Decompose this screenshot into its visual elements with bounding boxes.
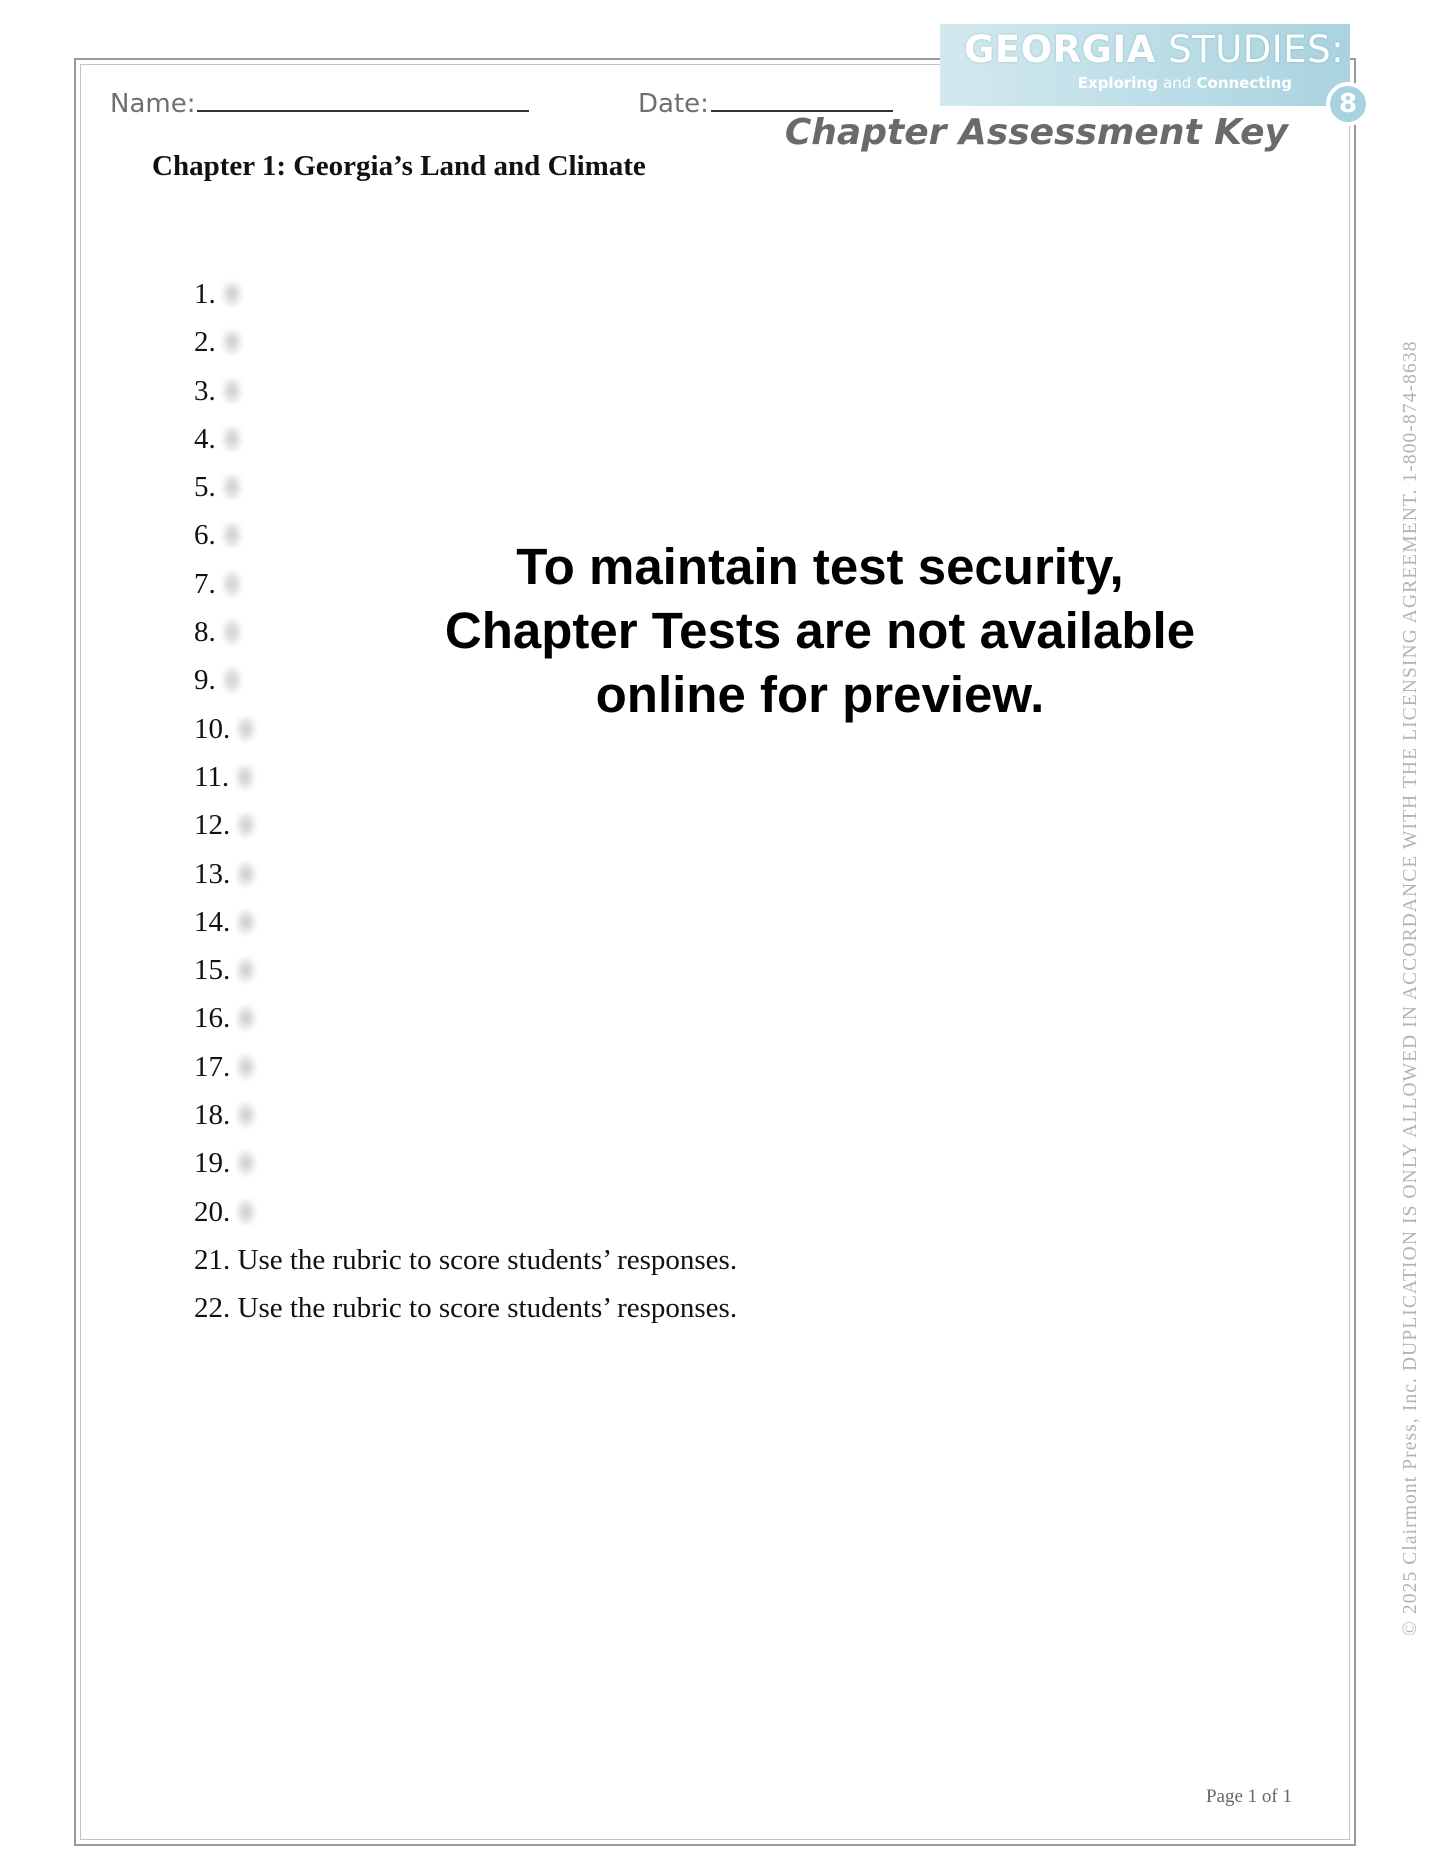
blurred-answer — [236, 1150, 256, 1176]
answer-item — [194, 375, 737, 423]
answer-item — [194, 471, 737, 519]
answer-number: 20. — [194, 1195, 231, 1228]
answer-item — [194, 1002, 737, 1050]
answer-number: 13. — [194, 857, 231, 890]
answer-number: 18. — [194, 1099, 231, 1132]
answer-item — [194, 326, 737, 374]
answer-number: 1. — [194, 278, 216, 310]
answer-item — [194, 954, 737, 1002]
copyright-side-note: © 2025 Clairmont Press, Inc. DUPLICATION IS ONLY ALLOWED IN ACCORDANCE WITH THE LICENSING AGREEMENT. 1-800-874-8638 — [1400, 340, 1421, 1636]
blurred-answer — [222, 522, 242, 548]
name-blank-line — [197, 86, 529, 112]
blurred-answer — [222, 329, 242, 355]
blurred-answer — [236, 1199, 256, 1225]
blurred-answer — [222, 474, 242, 500]
answer-number: 10. — [194, 712, 231, 745]
blurred-answer — [236, 909, 256, 935]
answer-item — [194, 809, 737, 857]
blurred-answer — [222, 619, 242, 645]
answer-number: 2. — [194, 326, 216, 359]
blurred-answer — [236, 1005, 256, 1031]
answer-number: 22. — [194, 1292, 231, 1325]
blurred-answer — [236, 1054, 256, 1080]
answer-item — [194, 1244, 737, 1292]
blurred-answer — [222, 426, 242, 452]
blurred-answer — [222, 281, 242, 307]
georgia-studies-logo — [940, 24, 1358, 119]
grade-badge: 8 — [1326, 82, 1370, 126]
answer-item — [194, 1292, 737, 1340]
answer-number: 16. — [194, 1002, 231, 1035]
answer-item — [194, 278, 737, 326]
blurred-answer — [222, 667, 242, 693]
answer-number: 6. — [194, 519, 216, 552]
date-blank-line — [711, 86, 893, 112]
answer-item — [194, 1099, 737, 1147]
blurred-answer — [222, 378, 242, 404]
test-security-notice: To maintain test security, Chapter Tests are not available online for preview. — [444, 538, 1196, 723]
blurred-answer — [236, 716, 256, 742]
page-number: Page 1 of 1 — [1205, 1786, 1292, 1807]
logo-title: GEORGIA STUDIES: — [964, 28, 1345, 71]
answer-item — [194, 423, 737, 471]
blurred-answer — [236, 861, 256, 887]
answer-item — [194, 1147, 737, 1195]
date-field: Date: — [638, 86, 893, 119]
blurred-answer — [235, 764, 255, 790]
blurred-answer — [236, 957, 256, 983]
answer-number: 5. — [194, 471, 216, 504]
answer-list — [194, 278, 737, 1341]
chapter-title: Chapter 1: Georgia’s Land and Climate — [152, 150, 646, 182]
blurred-answer — [236, 812, 256, 838]
blurred-answer — [222, 571, 242, 597]
answer-item — [194, 761, 737, 809]
answer-number: 15. — [194, 954, 231, 987]
answer-number: 21. — [194, 1243, 231, 1276]
blurred-answer — [236, 1102, 256, 1128]
answer-text: Use the rubric to score students’ responses. — [237, 1243, 738, 1276]
answer-number: 9. — [194, 664, 216, 697]
answer-number: 11. — [194, 760, 230, 793]
answer-number: 7. — [194, 567, 216, 600]
logo-subtitle: Exploring and Connecting — [1077, 74, 1292, 92]
answer-item — [194, 906, 737, 954]
answer-number: 12. — [194, 809, 231, 842]
answer-item — [194, 858, 737, 906]
answer-item — [194, 1196, 737, 1244]
answer-number: 14. — [194, 905, 231, 938]
answer-number: 19. — [194, 1147, 231, 1180]
answer-number: 8. — [194, 616, 216, 649]
answer-number: 3. — [194, 374, 216, 407]
answer-number: 17. — [194, 1050, 231, 1083]
answer-item — [194, 1051, 737, 1099]
answer-text: Use the rubric to score students’ responses. — [237, 1292, 738, 1325]
assessment-key-label: Chapter Assessment Key — [784, 112, 1288, 153]
answer-number: 4. — [194, 422, 216, 455]
name-field: Name: — [110, 86, 529, 119]
